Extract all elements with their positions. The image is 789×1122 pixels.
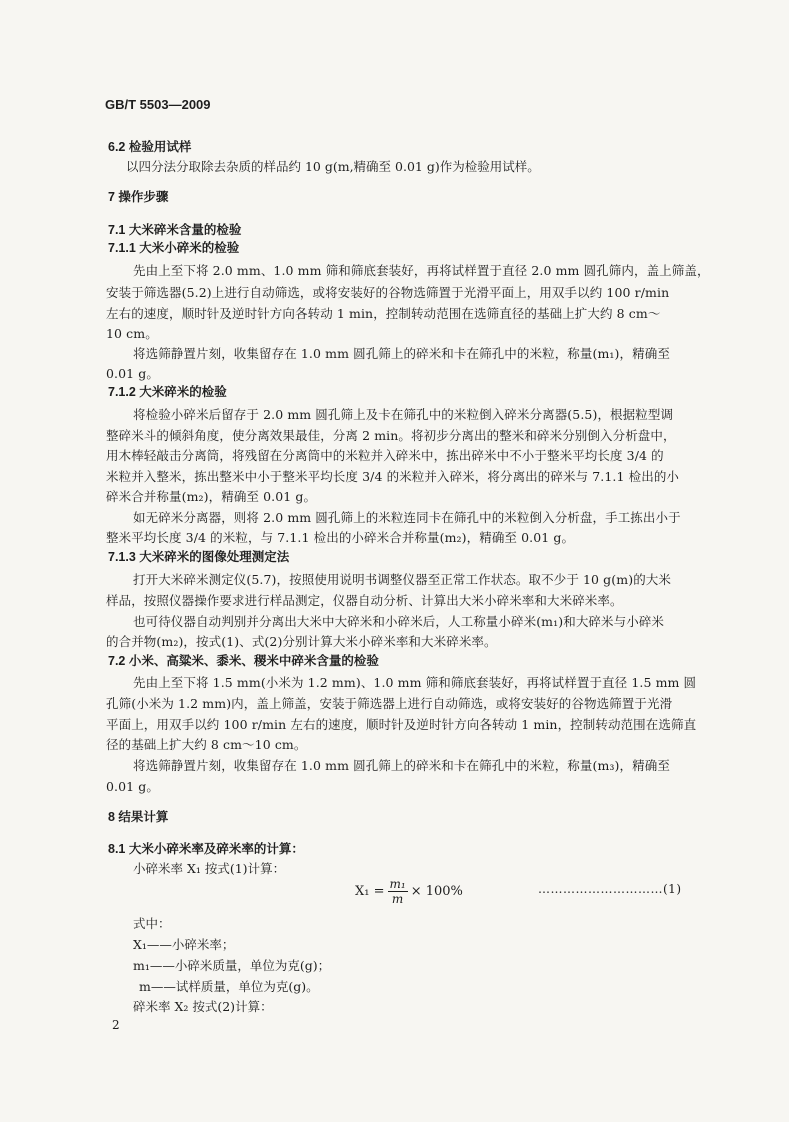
formula-2-intro: 碎米率 X₂ 按式(2)计算： <box>133 999 273 1014</box>
definition-line: X₁——小碎米率； <box>133 937 235 952</box>
paragraph-line: 打开大米碎米测定仪(5.7)，按照使用说明书调整仪器至正常工作状态。取不少于 10 g(m)的大米 <box>133 572 671 587</box>
section-6-2-heading: 6.2 检验用试样 <box>108 140 192 154</box>
paragraph-line: 0.01 g。 <box>106 779 160 794</box>
formula-intro: 小碎米率 X₁ 按式(1)计算： <box>133 861 286 876</box>
definition-line: m₁——小碎米质量，单位为克(g)； <box>133 958 331 973</box>
definition-line: m——试样质量，单位为克(g)。 <box>139 979 319 994</box>
section-8-1-heading: 8.1 大米小碎米率及碎米率的计算： <box>108 842 304 856</box>
section-7-2-heading: 7.2 小米、高粱米、黍米、稷米中碎米含量的检验 <box>108 654 379 668</box>
paragraph-line: 将检验小碎米后留存于 2.0 mm 圆孔筛上及卡在筛孔中的米粒倒入碎米分离器(5.5)，根据粒型调 <box>133 407 674 422</box>
paragraph-line: 也可待仪器自动判别并分离出大米中大碎米和小碎米后，人工称量小碎米(m₁)和大碎米与小碎米 <box>133 614 665 629</box>
paragraph-line: 碎米合并称量(m₂)，精确至 0.01 g。 <box>106 489 317 504</box>
formula-rhs: × 100% <box>410 884 463 899</box>
paragraph-line: 先由上至下将 1.5 mm(小米为 1.2 mm)、1.0 mm 筛和筛底套装好，再将试样置于直径 1.5 mm 圆 <box>133 675 697 690</box>
section-7-1-2-heading: 7.1.2 大米碎米的检验 <box>108 385 227 399</box>
where-label: 式中： <box>133 916 171 931</box>
section-7-1-3-heading: 7.1.3 大米碎米的图像处理测定法 <box>108 550 290 564</box>
paragraph-line: 安装于筛选器(5.2)上进行自动筛选，或将安装好的谷物选筛置于光滑平面上，用双手以约 100 r/min <box>106 285 670 300</box>
formula-denominator: m <box>391 892 404 906</box>
paragraph-line: 0.01 g。 <box>106 366 160 381</box>
formula-numerator: m₁ <box>389 877 406 891</box>
paragraph-line: 将选筛静置片刻，收集留存在 1.0 mm 圆孔筛上的碎米和卡在筛孔中的米粒，称量(m₃)，精确至 <box>133 758 670 773</box>
section-7-1-heading: 7.1 大米碎米含量的检验 <box>108 223 242 237</box>
section-8-heading: 8 结果计算 <box>108 810 169 824</box>
paragraph-line: 将选筛静置片刻，收集留存在 1.0 mm 圆孔筛上的碎米和卡在筛孔中的米粒，称量(m₁)，精确至 <box>133 346 670 361</box>
paragraph-line: 的合并物(m₂)，按式(1)、式(2)分别计算大米小碎米率和大米碎米率。 <box>106 634 497 649</box>
paragraph-line: 左右的速度，顺时针及逆时针方向各转动 1 min，控制转动范围在选筛直径的基础上扩大约 8 cm～ <box>106 306 661 321</box>
section-6-2-body: 以四分法分取除去杂质的样品约 10 g(m,精确至 0.01 g)作为检验用试样。 <box>126 159 540 174</box>
page-number: 2 <box>112 1018 120 1032</box>
paragraph-line: 用木棒轻敲击分离筒，将残留在分离筒中的米粒并入碎米中，拣出碎米中不小于整米平均长度 3/4 的 <box>106 448 664 463</box>
formula-1 <box>355 877 463 906</box>
paragraph-line: 孔筛(小米为 1.2 mm)内，盖上筛盖，安装于筛选器上进行自动筛选，或将安装好的谷物选筛置于光滑 <box>106 696 673 711</box>
paragraph-line: 径的基础上扩大约 8 cm～10 cm。 <box>106 737 307 752</box>
paragraph-line: 如无碎米分离器，则将 2.0 mm 圆孔筛上的米粒连同卡在筛孔中的米粒倒入分析盘，手工拣出小于 <box>133 510 681 525</box>
paragraph-line: 10 cm。 <box>106 326 158 341</box>
section-7-heading: 7 操作步骤 <box>108 190 169 204</box>
standard-code-header: GB/T 5503—2009 <box>105 97 211 112</box>
paragraph-line: 先由上至下将 2.0 mm、1.0 mm 筛和筛底套装好，再将试样置于直径 2.0 mm 圆孔筛内，盖上筛盖， <box>133 263 710 278</box>
paragraph-line: 平面上，用双手以约 100 r/min 左右的速度，顺时针及逆时针方向各转动 1 min，控制转动范围在选筛直 <box>106 717 697 732</box>
paragraph-line: 整米平均长度 3/4 的米粒，与 7.1.1 检出的小碎米合并称量(m₂)，精确至 0.01 g。 <box>106 530 575 545</box>
formula-lhs: X₁ = <box>355 884 385 899</box>
formula-number: …………………………(1) <box>538 882 682 896</box>
formula-fraction <box>388 877 408 906</box>
paragraph-line: 样品，按照仪器操作要求进行样品测定，仪器自动分析、计算出大米小碎米率和大米碎米率。 <box>106 593 623 608</box>
section-7-1-1-heading: 7.1.1 大米小碎米的检验 <box>108 241 240 255</box>
paragraph-line: 整碎米斗的倾斜角度，使分离效果最佳，分离 2 min。将初步分离出的整米和碎米分别倒入分析盘中， <box>106 428 676 443</box>
paragraph-line: 米粒并入整米，拣出整米中小于整米平均长度 3/4 的米粒并入碎米，将分离出的碎米与 7.1.1 检出的小 <box>106 469 680 484</box>
